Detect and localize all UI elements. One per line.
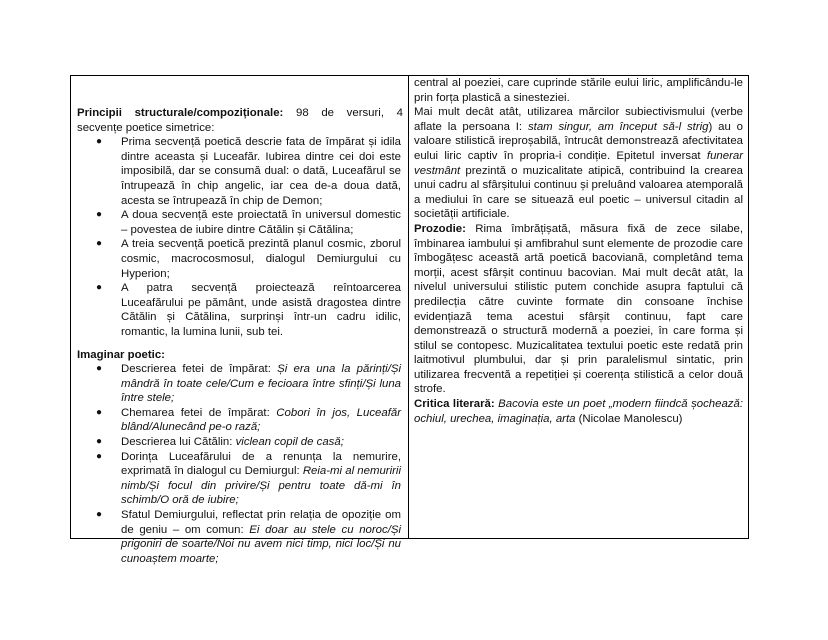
- critica-label: Critica literară:: [414, 398, 495, 411]
- list-item-quote: Cobori în jos, Luceafăr blând/Alunecând pe-o rază;: [121, 406, 401, 434]
- list-item: [77, 208, 403, 237]
- list-item-text: Descrierea lui Cătălin:: [121, 436, 236, 449]
- list-item: [77, 508, 403, 566]
- bullet-icon: ●: [96, 509, 103, 521]
- critica-quote: Bacovia este un poet „modern fiindcă șochează: ochiul, urechea, imaginația, arta: [414, 398, 743, 425]
- imaginar-list: [77, 362, 403, 566]
- paragraph-text: ) au o valoare stilistică ireproșabilă, întrucât demonstrează afectivitatea eului liric captiv în propria-i condiție. Epitetul inversat: [414, 120, 743, 162]
- list-item-text: Descrierea fetei de împărat:: [121, 363, 278, 376]
- content-table: [70, 75, 749, 565]
- list-item-text: Chemarea fetei de împărat:: [121, 406, 277, 419]
- bullet-icon: ●: [96, 406, 103, 418]
- bullet-icon: ●: [96, 209, 103, 221]
- paragraph-text: Mai mult decât atât, utilizarea mărcilor subiectivismului (verbe aflate la persoana I:: [414, 106, 743, 133]
- list-item: [77, 450, 403, 508]
- paragraph-quote: stam singur, am început să-l strig: [527, 120, 709, 133]
- critica-source: (Nicolae Manolescu): [575, 412, 683, 425]
- paragraph-text: prezintă o muzicalitate atipică, contribuind la crearea unui cadru al sfârșitului continuu și preluând valoarea atemporală a mediului în care se situează eul poetic – universul citadin al societății artificiale.: [414, 164, 743, 221]
- right-paragraph-1: central al poeziei, care cuprinde stările eului liric, amplificându-le prin forța plastică a sinesteziei.: [414, 77, 743, 104]
- imaginar-heading: Imaginar poetic:: [77, 348, 165, 361]
- list-item-quote: Reia-mi al nemuririi nimb/Și focul din privire/Și pentru toate dă-mi în schimb/O oră de iubire;: [121, 465, 401, 507]
- bullet-icon: ●: [96, 436, 103, 448]
- structural-heading: Principii structurale/compoziționale:: [77, 107, 284, 119]
- list-item-text: A patra secvență proiectează reîntoarcerea Luceafărului pe pământ, unde asistă dragostea dintre Cătălin și Cătălina, surprinși într-un cadru idilic, romantic, la lumina lunii, sub tei.: [121, 282, 401, 338]
- structural-paragraph: [77, 106, 403, 135]
- paragraph-quote: funerar vestmânt: [414, 149, 743, 177]
- prozodie-text: Rima îmbrățișată, măsura fixă de zece silabe, îmbinarea iambului și amfibrahul sunt elemente de prozodie care îmbogățesc această artă poetică bacoviană, completând tema morții, acest sfârșit continuu bacovian. Mai mult decât atât, la nivelul universului stilistic putem conchide asupra faptului că predilecția către cuvinte formate din consoane închise evidențiază tema acestui sfârșit continuu, fapt care demonstrează o structură modernă a poeziei, în care forma și stilul se contopesc. Muzicalitatea textului poetic este redată prin laitmotivul plumbului, dar și prin paralelismul sintatic, prin utilizarea frecventă a repetiției și coerența stilistică a celor două strofe.: [414, 222, 743, 396]
- structural-intro: 98 de versuri, 4 secvențe poetice simetrice:: [77, 107, 403, 134]
- prozodie-label: Prozodie:: [414, 222, 466, 235]
- list-item: [77, 135, 403, 208]
- bullet-icon: ●: [96, 450, 103, 462]
- list-item: [77, 435, 403, 450]
- prozodie-paragraph: [414, 222, 743, 397]
- list-item-text: A treia secvență poetică prezintă planul cosmic, zborul cosmic, macrocosmosul, dialogul Demiurgului cu Hyperion;: [121, 238, 401, 280]
- list-item-quote: Ei doar au stele cu noroc/Și prigoniri de soarte/Noi nu avem nici timp, nici loc/Și nu cunoaștem moarte;: [121, 523, 401, 565]
- left-column: [71, 76, 409, 565]
- list-item: [77, 362, 403, 406]
- list-item-quote: Și era una la părinți/Și mândră în toate cele/Cum e fecioara între sfinți/Și luna între stele;: [121, 363, 401, 405]
- right-column: [409, 76, 748, 538]
- bullet-icon: ●: [96, 363, 103, 375]
- list-item: [77, 237, 403, 281]
- bullet-icon: ●: [96, 282, 103, 294]
- critica-paragraph: [414, 397, 743, 426]
- list-item: [77, 406, 403, 435]
- right-paragraph-2: [414, 105, 743, 222]
- list-item-text: Dorința Luceafărului de a renunța la nemurire, exprimată în dialogul cu Demiurgul:: [121, 450, 401, 478]
- structural-list: [77, 135, 403, 339]
- list-item-text: Sfatul Demiurgului, reflectat prin relația de opoziție om de geniu – om comun:: [121, 509, 401, 536]
- list-item-quote: viclean copil de casă;: [235, 436, 344, 449]
- bullet-icon: ●: [96, 136, 103, 148]
- list-item: [77, 281, 403, 339]
- bullet-icon: ●: [96, 238, 103, 250]
- list-item-text: Prima secvență poetică descrie fata de împărat și idila dintre aceasta și Luceafăr. Iubirea dintre cei doi este imposibilă, dar se consumă dual: o dată, Luceafărul se întrupează în chip angelic, iar cea de-a doua dată, acesta se întrupează în chip de Demon;: [121, 136, 401, 207]
- list-item-text: A doua secvență este proiectată în universul domestic – povestea de iubire dintre Cătălin și Cătălina;: [121, 209, 401, 236]
